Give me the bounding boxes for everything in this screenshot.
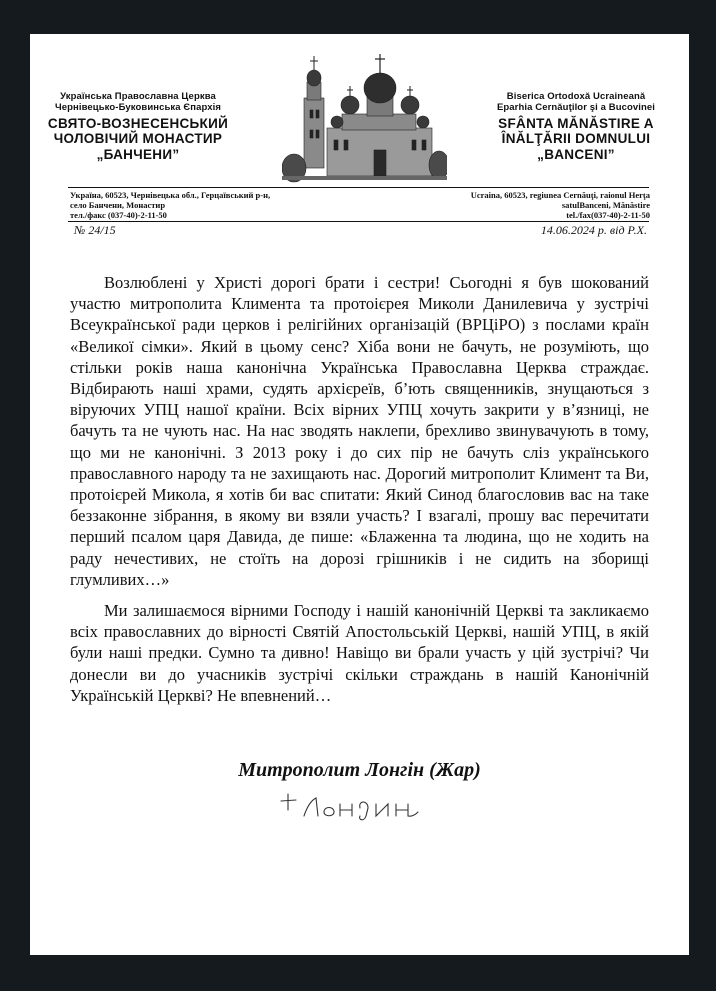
phone-ro: tel./fax(037-40)-2-11-50 (566, 209, 650, 220)
monastery-place-ro: „BANCENI” (537, 146, 615, 162)
document-date: 14.06.2024 р. від Р.Х. (540, 223, 647, 237)
church-name-ro: Biserica Ortodoxă Ucraineană (506, 91, 646, 102)
eparchy-name-uk: Чернівецько-Буковинська Єпархія (54, 101, 222, 113)
body-paragraph-2: Ми залишаємося вірними Господу і нашій канонічній Церкві та закликаємо всіх православних до вірності Святій Апостольській Церкві, нашій УПЦ, в якій були наші предки. Сумно та дивно! Навіщо ви брали участь у цій зустрічі? Чи донесли ви до учасників зустрічі скільки страждань в нашій Канонічній Українській Церкві? Не впевнений… (70, 601, 649, 705)
header-right-romanian (471, 92, 681, 162)
address-left (70, 191, 270, 220)
document-number: № 24/15 (74, 223, 116, 237)
monastery-name-uk-1: СВЯТО-ВОЗНЕСЕНСЬКИЙ (47, 115, 229, 131)
monastery-name-uk-2: ЧОЛОВІЧИЙ МОНАСТИР (53, 131, 223, 147)
signatory-name: Митрополит Лонгін (Жар) (238, 759, 481, 781)
address-ro-line2: satulBanceni, Mănăstire (561, 199, 650, 210)
monastery-name-ro-1: SFÂNTA MĂNĂSTIRE A (498, 115, 654, 131)
header-divider-bottom (68, 221, 649, 222)
phone-uk: тел./факс (037-40)-2-11-50 (70, 209, 167, 220)
monastery-illustration (282, 50, 447, 190)
monastery-place-uk: „БАНЧЕНИ” (96, 146, 180, 162)
address-ro-line1: Ucraina, 60523, regiunea Cernăuţi, raionul Herţa (470, 190, 650, 200)
address-uk-line1: Україна, 60523, Чернівецька обл., Герцаївський р-н, (70, 190, 271, 200)
handwritten-signature (266, 786, 446, 826)
header-left-ukrainian (38, 92, 238, 162)
letter-page (30, 34, 689, 955)
eparchy-name-ro: Eparhia Cernăuţilor şi a Bucovinei (496, 101, 656, 113)
monastery-name-ro-2: ÎNĂLŢĂRII DOMNULUI (501, 131, 651, 147)
address-uk-line2: село Банчени, Монастир (70, 199, 166, 210)
body-paragraph-1: Возлюблені у Христі дорогі брати і сестри! Сьогодні я був шокований участю митрополита Климента та протоієрея Миколи Данилевича у зустрічі Всеукраїнської ради церков і релігійних організацій (ВРЦіРО) з послами країн «Великої сімки». Який в цьому сенс? Хіба вони не бачуть, не розуміють, що стільки років наша канонічна Українська Православна Церква страждає. Відбирають наші храми, судять архієреїв, б’ють священників, знущаються з віруючих УПЦ нашої країни. Всіх вірних УПЦ хочуть закрити у в’язниці, не бачуть та не чують нас. На нас зводять наклепи, брехливо звинувачують в тому, що ми не канонічні. З 2013 року і до сих пір не бачуть сліз українського православного народу та не захищають нас. Дорогий митрополит Климент та Ви, протоієрей Микола, я хотів би вас спитати: Який Синод благословив вас на таке беззаконне зібрання, в якому ви взяли участь? І взагалі, прошу вас перечитати перший псалом царя Давида, де пише: «Блаженна та людина, що не ходить на раду нечестивих, не стоїть на дорозі грішників і не сидить на зборищі глумливих…» (70, 273, 649, 589)
header-divider-top (68, 187, 649, 188)
address-right (471, 191, 650, 220)
church-name-uk: Українська Православна Церква (60, 91, 216, 102)
